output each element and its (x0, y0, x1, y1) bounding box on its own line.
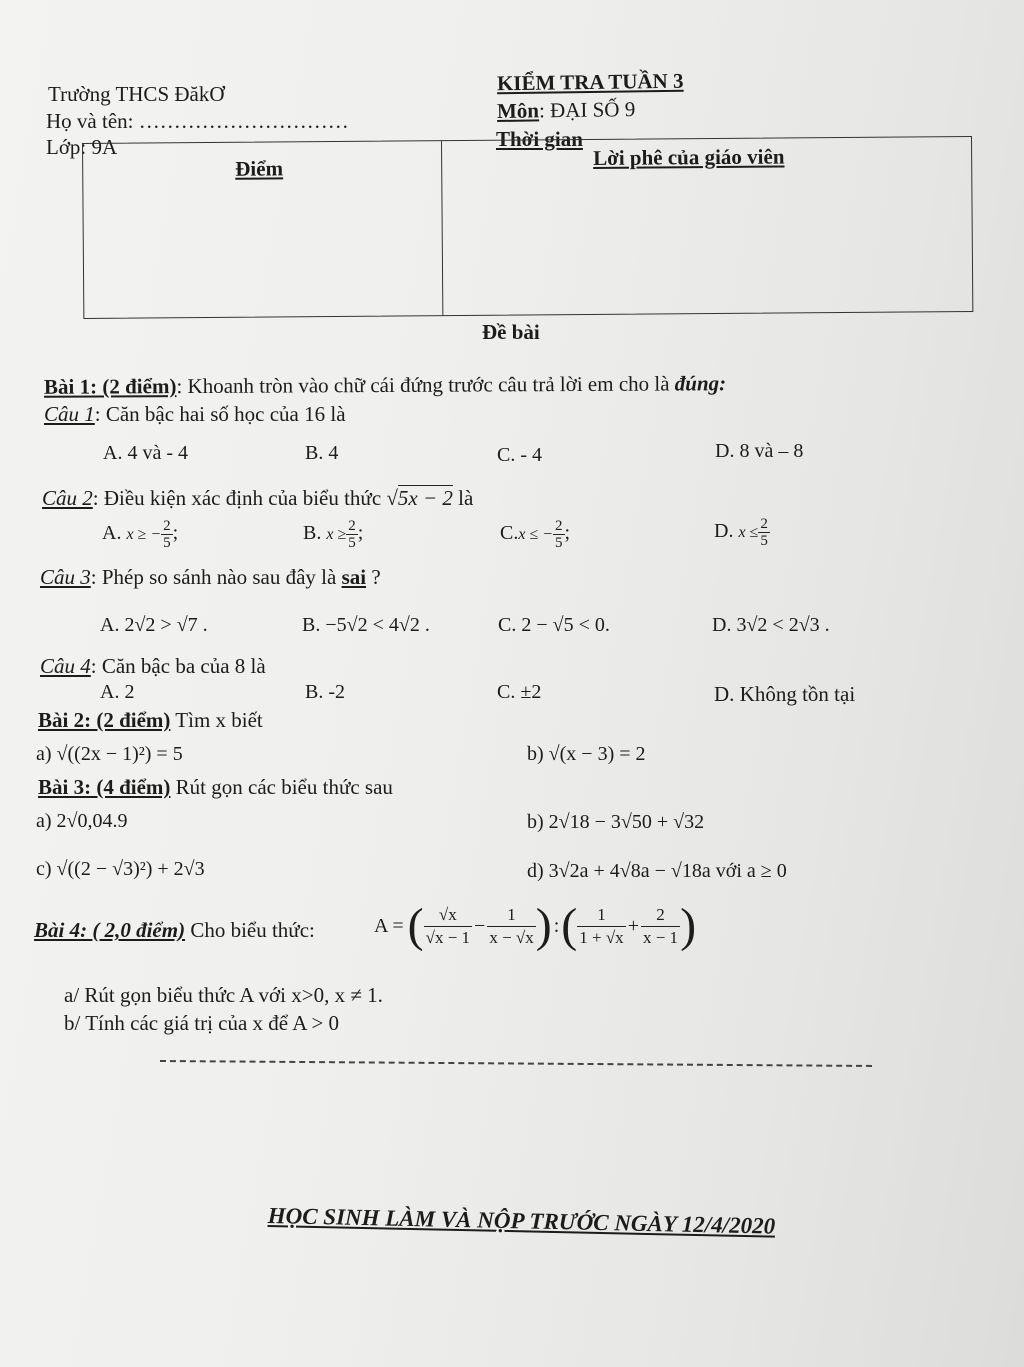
bai2-part-a: a) √((2x − 1)²) = 5 (36, 743, 183, 765)
deadline-notice: HỌC SINH LÀM VÀ NỘP TRƯỚC NGÀY 12/4/2020 (267, 1203, 776, 1239)
fraction-den: 5 (163, 535, 171, 551)
cau1-question (44, 402, 346, 427)
cau3-text: : Phép so sánh nào sau đây là (90, 565, 342, 589)
school-name: Trường THCS ĐăkƠ (48, 82, 225, 106)
cau1-option-b[interactable]: B. 4 (305, 442, 339, 464)
cau4-question (40, 654, 266, 679)
bai4-part-a: a/ Rút gọn biểu thức A với x>0, x ≠ 1. (64, 983, 383, 1007)
bai4-heading (34, 918, 315, 943)
formula-lhs: A = (374, 914, 404, 937)
fraction-num: 2 (348, 518, 356, 534)
semicolon: ; (357, 522, 364, 545)
fraction-den: x − 1 (642, 927, 679, 947)
bai2-heading (38, 708, 263, 733)
cau4-option-d[interactable]: D. Không tồn tại (714, 682, 856, 706)
cau1-text: : Căn bậc hai số học của 16 là (94, 402, 346, 426)
table-divider (441, 141, 443, 315)
cau2-option-b[interactable] (303, 518, 363, 551)
problem-title: Đề bài (482, 320, 540, 344)
cau4-label: Câu 4 (40, 654, 91, 678)
paren-open: ( (407, 899, 424, 952)
bai3-text: Rút gọn các biểu thức sau (170, 775, 393, 799)
bai3-part-d (527, 860, 787, 883)
option-relation: x ≤ (738, 524, 759, 542)
fraction-num: 1 (487, 904, 535, 927)
fraction-num: √x (424, 904, 472, 927)
bai4-part-b: b/ Tính các giá trị của x để A > 0 (64, 1011, 340, 1035)
cau4-option-a[interactable]: A. 2 (100, 681, 135, 703)
score-table (82, 136, 973, 319)
bai3-part-d-condition: với a ≥ 0 (710, 860, 787, 882)
fraction-num: 2 (641, 904, 680, 927)
fraction-den: x − √x (489, 927, 534, 947)
fraction (553, 518, 565, 551)
cau3-option-a[interactable]: A. 2√2 > √7 . (100, 614, 208, 636)
fraction-den: 5 (760, 533, 768, 549)
bai2-part-b: b) √(x − 3) = 2 (527, 743, 646, 765)
cau3-emph: sai (341, 565, 367, 589)
cau2-label: Câu 2 (42, 486, 93, 510)
cau2-sqrt: √5x − 2 (386, 486, 453, 510)
semicolon: ; (172, 522, 179, 545)
subject-line (497, 97, 636, 124)
paren-close: ) (535, 899, 552, 952)
cau3-question (40, 565, 381, 590)
fraction-sqrtx-over-sqrtx-minus-1 (424, 904, 472, 949)
semicolon: ; (564, 522, 571, 545)
fraction (346, 518, 358, 551)
cau2-question (42, 486, 473, 511)
cau2-option-a[interactable] (102, 518, 178, 551)
cau2-tail: là (458, 486, 474, 510)
bai1-heading (44, 371, 726, 400)
bai1-label: Bài 1: (2 điểm) (43, 374, 177, 399)
fraction (758, 516, 770, 549)
subject-label: Môn (496, 98, 540, 123)
bai4-text: Cho biểu thức: (185, 918, 315, 942)
comment-header: Lời phê của giáo viên (593, 144, 785, 170)
fraction-num: 2 (163, 518, 171, 534)
fraction-2-over-x-minus-1 (641, 904, 680, 949)
bai3-heading (38, 775, 393, 800)
bai1-text: : Khoanh tròn vào chữ cái đứng trước câu trả lời em cho là (176, 371, 675, 399)
fraction-den: 5 (348, 535, 356, 551)
dashed-separator (160, 1060, 872, 1067)
cau2-expr: 5x − 2 (397, 486, 453, 510)
op-minus: − (474, 914, 486, 937)
paren-open: ( (561, 899, 578, 952)
cau1-option-c[interactable]: C. - 4 (497, 444, 542, 466)
bai2-text: Tìm x biết (170, 708, 263, 732)
bai1-emph: đúng: (674, 371, 727, 396)
option-relation: x ≤ − (518, 526, 554, 544)
paren-close: ) (680, 899, 697, 952)
cau2-text: : Điều kiện xác định của biểu thức (92, 486, 382, 510)
fraction-1-over-x-minus-sqrtx (487, 904, 535, 949)
time-label: Thời gian (496, 127, 583, 151)
fraction-den: 5 (555, 535, 563, 551)
subject-value: : ĐẠI SỐ 9 (538, 97, 636, 123)
fraction-num: 2 (555, 518, 563, 534)
fraction-den: √x − 1 (425, 927, 471, 947)
cau1-option-a[interactable]: A. 4 và - 4 (103, 442, 188, 464)
fraction (161, 518, 173, 551)
cau4-text: : Căn bậc ba của 8 là (90, 654, 266, 678)
option-letter: D. (714, 520, 734, 543)
option-relation: x ≥ (326, 526, 347, 544)
cau3-label: Câu 3 (40, 565, 91, 589)
bai3-part-b: b) 2√18 − 3√50 + √32 (527, 811, 705, 833)
option-relation: x ≥ − (126, 526, 162, 544)
bai3-part-a: a) 2√0,04.9 (36, 810, 128, 832)
option-letter: B. (303, 522, 322, 545)
cau4-option-c[interactable]: C. ±2 (497, 681, 542, 703)
fraction-1-over-1-plus-sqrtx (577, 904, 625, 949)
cau4-option-b[interactable]: B. -2 (305, 681, 345, 703)
cau3-option-b[interactable]: B. −5√2 < 4√2 . (302, 614, 430, 636)
fraction-num: 1 (577, 904, 625, 927)
bai3-part-c: c) √((2 − √3)²) + 2√3 (36, 858, 205, 880)
cau2-option-d[interactable] (714, 516, 770, 549)
cau1-option-d[interactable]: D. 8 và – 8 (715, 440, 804, 462)
fraction-num: 2 (760, 516, 768, 532)
score-header: Điểm (235, 156, 284, 181)
cau3-option-c[interactable]: C. 2 − √5 < 0. (498, 614, 610, 636)
bai3-label: Bài 3: (4 điểm) (38, 775, 171, 799)
cau3-option-d[interactable]: D. 3√2 < 2√3 . (712, 614, 830, 636)
bai4-label: Bài 4: ( 2,0 điểm) (34, 918, 186, 942)
bai4-formula (374, 899, 697, 952)
cau1-label: Câu 1 (44, 402, 95, 426)
option-letter: C. (500, 522, 519, 545)
bai2-label: Bài 2: (2 điểm) (38, 708, 171, 732)
bai3-part-d-expr: d) 3√2a + 4√8a − √18a (527, 860, 711, 882)
class-line: Lớp: 9A (46, 135, 118, 159)
op-plus: + (627, 914, 639, 937)
test-title: KIỂM TRA TUẦN 3 (496, 68, 684, 96)
student-name-line: Họ và tên: ………………………… (46, 109, 349, 133)
cau2-option-c[interactable] (500, 518, 570, 551)
fraction-den: 1 + √x (579, 927, 624, 947)
cau3-tail: ? (366, 565, 381, 589)
option-letter: A. (102, 522, 122, 545)
op-divide: : (553, 914, 560, 937)
